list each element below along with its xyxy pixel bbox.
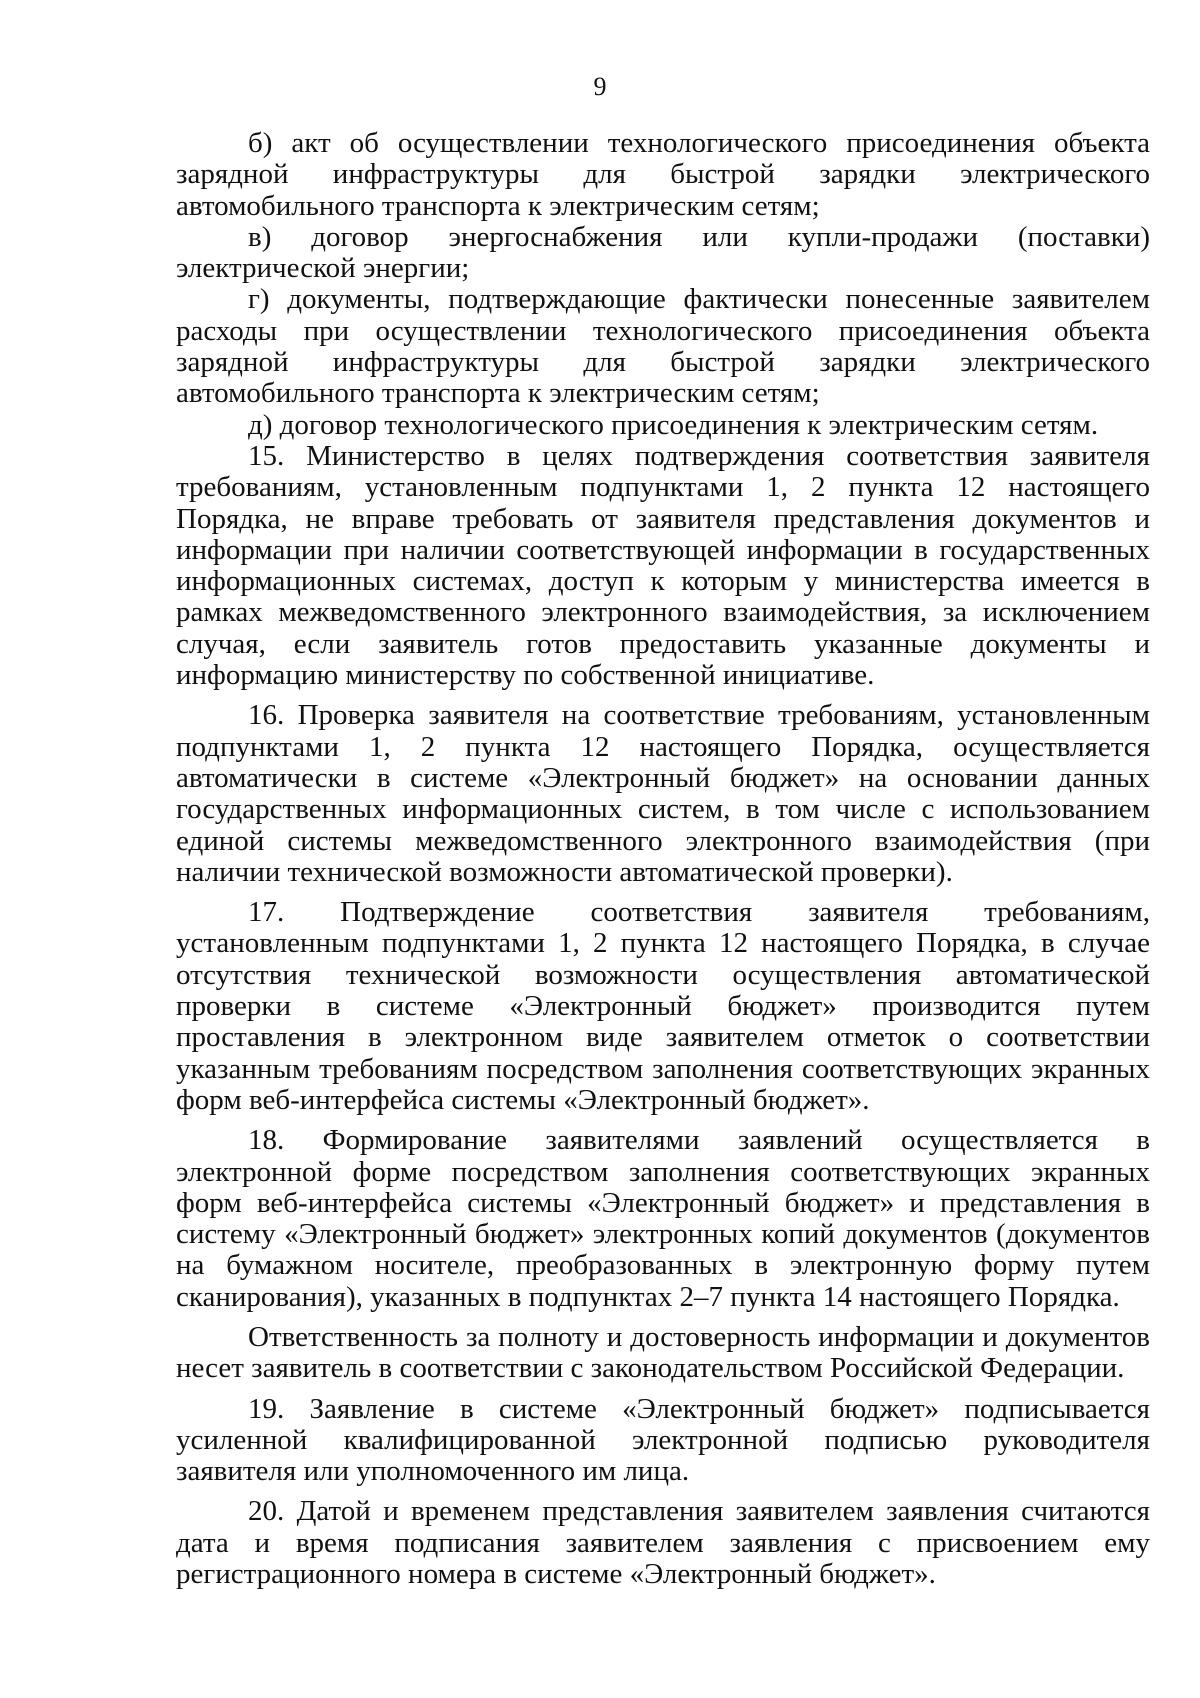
paragraph-18: 18. Формирование заявителями заявлений осуществляется в электронной форме посредством заполнения соответствующих экранных форм веб-интерфейса системы «Электронный бюджет» и представления в систему «Электронный бюджет» электронных копий документов (документов на бумажном носителе, преобразованных в электронную форму путем сканирования), указанных в подпунктах 2–7 пункта 14 настоящего Порядка. <box>176 1124 1150 1313</box>
paragraph-16: 16. Проверка заявителя на соответствие требованиям, установленным подпунктами 1, 2 пункта 12 настоящего Порядка, осуществляется автоматически в системе «Электронный бюджет» на основании данных государственных информационных систем, в том числе с использованием единой системы межведомственного электронного взаимодействия (при наличии технической возможности автоматической проверки). <box>176 699 1150 888</box>
document-body <box>176 128 1150 1590</box>
paragraph-d: д) договор технологического присоединения к электрическим сетям. <box>248 408 1099 441</box>
paragraph-b: б) акт об осуществлении технологического присоединения объекта зарядной инфраструктуры для быстрой зарядки электрического автомобильного транспорта к электрическим сетям; <box>176 127 1150 222</box>
paragraph-17: 17. Подтверждение соответствия заявителя требованиям, установленным подпунктами 1, 2 пункта 12 настоящего Порядка, в случае отсутствия технической возможности осуществления автоматической проверки в системе «Электронный бюджет» производится путем проставления в электронном виде заявителем отметок о соответствии указанным требованиям посредством заполнения соответствующих экранных форм веб-интерфейса системы «Электронный бюджет». <box>176 896 1150 1116</box>
paragraph-20: 20. Датой и временем представления заявителем заявления считаются дата и время подписания заявителем заявления с присвоением ему регистрационного номера в системе «Электронный бюджет». <box>176 1495 1150 1591</box>
paragraph-v: в) договор энергоснабжения или купли-продажи (поставки) электрической энергии; <box>176 220 1150 285</box>
paragraph-15: 15. Министерство в целях подтверждения соответствия заявителя требованиям, установленным подпунктами 1, 2 пункта 12 настоящего Порядка, не вправе требовать от заявителя представления документов и информации при наличии соответствующей информации в государственных информационных системах, доступ к которым у министерства имеется в рамках межведомственного электронного взаимодействия, за исключением случая, если заявитель готов предоставить указанные документы и информацию министерству по собственной инициативе. <box>176 439 1150 692</box>
paragraph-g: г) документы, подтверждающие фактически понесенные заявителем расходы при осуществлении технологического присоединения объекта зарядной инфраструктуры для быстрой зарядки электрического автомобильного транспорта к электрическим сетям; <box>176 283 1150 410</box>
paragraph-responsibility: Ответственность за полноту и достоверность информации и документов несет заявитель в соответствии с законодательством Российской Федерации. <box>176 1320 1150 1385</box>
paragraph-19: 19. Заявление в системе «Электронный бюджет» подписывается усиленной квалифицированной электронной подписью руководителя заявителя или уполномоченного им лица. <box>176 1392 1150 1488</box>
page-number: 9 <box>593 72 607 101</box>
